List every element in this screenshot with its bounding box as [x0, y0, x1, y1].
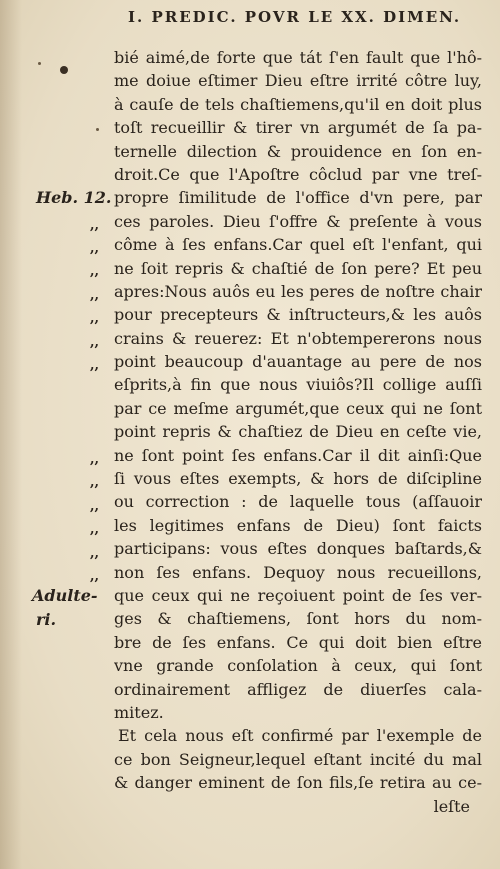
text-line: apres:Nous auôs eu les peres de noſtre chair — [114, 281, 482, 301]
stain-dot — [38, 62, 41, 65]
text-line: ordinairement affligez de diuerſes cala- — [114, 679, 482, 699]
quote-mark: ,, — [90, 546, 100, 561]
quote-mark: ,, — [90, 452, 100, 467]
text-line: les legitimes enfans de Dieu) ſont faicts — [114, 515, 482, 535]
text-line: droit.Ce que l'Apoſtre côclud par vne treſ- — [114, 164, 482, 184]
text-line: participans: vous eſtes donques baſtards,& — [114, 539, 482, 559]
margin-note-hebrews: Heb. 12. — [36, 188, 112, 207]
text-line: ne ſoit repris & chaſtié de ſon pere? Et peu — [114, 258, 482, 278]
margin-note-adulteri-1: Adulte- — [32, 586, 98, 605]
text-line: crains & reuerez: Et n'obtempererons nous — [114, 328, 482, 348]
text-line: ce bon Seigneur,lequel eſtant incité du mal — [114, 749, 482, 769]
quote-mark: ,, — [90, 264, 100, 279]
quote-mark: ,, — [90, 522, 100, 537]
text-line: & danger eminent de ſon fils,ſe retira au ce- — [114, 773, 482, 793]
catchword: leſte — [433, 796, 470, 816]
quote-mark: ,, — [90, 358, 100, 373]
text-line: point beaucoup d'auantage au pere de nos — [114, 352, 482, 372]
body-text — [114, 46, 482, 818]
text-line: ces paroles. Dieu ſ'offre & preſente à vous — [114, 211, 482, 231]
quote-mark: ,, — [90, 335, 100, 350]
text-line: mitez. — [114, 702, 164, 722]
text-line: ternelle dilection & prouidence en ſon en- — [114, 141, 482, 161]
text-line: ſi vous eſtes exempts, & hors de diſcipline — [114, 469, 482, 489]
text-line: point repris & chaſtiez de Dieu en ceſte vie, — [114, 422, 482, 442]
ornament-dot — [60, 66, 68, 74]
quote-mark: ,, — [90, 569, 100, 584]
text-line: côme à ſes enfans.Car quel eſt l'enfant, qui — [114, 235, 482, 255]
text-line: propre ſimilitude de l'office d'vn pere, par — [114, 188, 482, 208]
text-line: pour precepteurs & inſtructeurs,& les auôs — [114, 305, 482, 325]
text-line: à cauſe de tels chaſtiemens,qu'il en doit plus — [114, 94, 482, 114]
quote-mark: ,, — [90, 241, 100, 256]
text-line: bié aimé,de forte que tát ſ'en fault que l'hô- — [114, 48, 482, 67]
text-line: par ce meſme argumét,que ceux qui ne ſont — [114, 398, 482, 418]
text-line: vne grande conſolation à ceux, qui ſont — [114, 656, 482, 676]
text-line: ges & chaſtiemens, ſont hors du nom- — [114, 609, 482, 629]
text-line: me doiue eſtimer Dieu eſtre irrité côtre luy, — [114, 71, 482, 91]
quote-mark: ,, — [90, 218, 100, 233]
text-line: que ceux qui ne reçoiuent point de ſes ver- — [114, 585, 482, 605]
text-line: toſt recueillir & tirer vn argumét de ſa pa- — [114, 118, 482, 138]
text-line: bre de ſes enfans. Ce qui doit bien eſtre — [114, 632, 482, 652]
text-line: ne ſont point ſes enfans.Car il dit ainſi:Que — [114, 445, 482, 465]
text-line: non ſes enfans. Dequoy nous recueillons, — [114, 562, 482, 582]
text-line: eſprits,à fin que nous viuiôs?Il collige auſſi — [114, 375, 482, 395]
text-line: ou correction : de laquelle tous (aſſauoir — [114, 492, 482, 512]
quote-mark: ,, — [90, 288, 100, 303]
running-head: I. PREDIC. POVR LE XX. DIMEN. — [128, 8, 462, 26]
text-line: Et cela nous eſt confirmé par l'exemple de — [118, 726, 482, 746]
quote-mark: ,, — [90, 499, 100, 514]
stain-dot — [96, 128, 99, 131]
margin-note-adulteri-2: ri. — [36, 610, 57, 629]
quote-mark: ,, — [90, 475, 100, 490]
quote-mark: ,, — [90, 311, 100, 326]
